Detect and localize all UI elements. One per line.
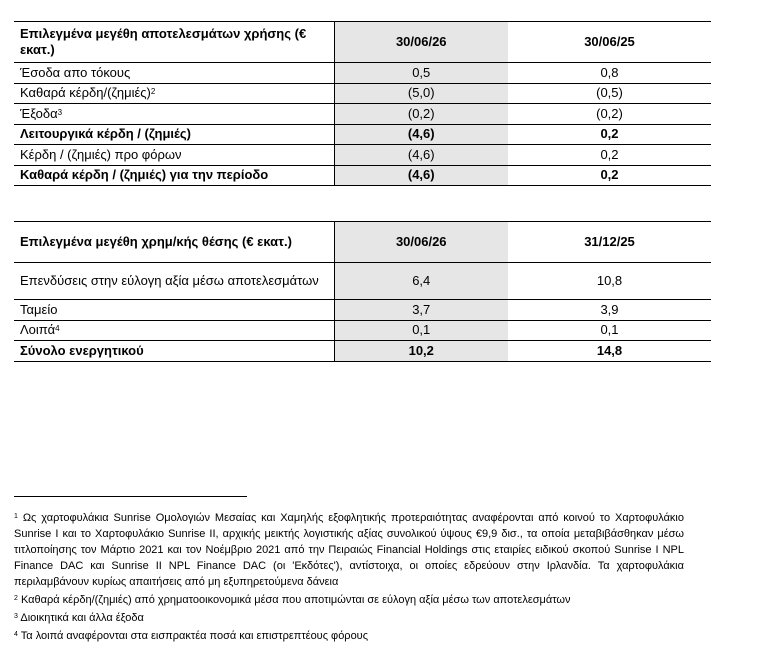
- footnote: [14, 592, 684, 608]
- row-value-1: 6,4: [334, 263, 508, 300]
- row-label: Λοιπά$^4$: [14, 320, 334, 341]
- row-label: Έξοδα$^3$: [14, 104, 334, 125]
- table-row: [14, 83, 711, 104]
- row-value-1: 0,5: [334, 63, 508, 84]
- footnote-ref: 4: [55, 324, 60, 334]
- row-value-1: 3,7: [334, 300, 508, 321]
- row-value-2: 10,8: [508, 263, 711, 300]
- row-label: Λειτουργικά κέρδη / (ζημιές): [14, 124, 334, 145]
- income-table-title: Επιλεγμένα μεγέθη αποτελεσμάτων χρήσης (€ εκατ.): [14, 22, 334, 63]
- row-value-2: 0,1: [508, 320, 711, 341]
- row-label: Κέρδη / (ζημιές) προ φόρων: [14, 145, 334, 166]
- footnote-text: Διοικητικά και άλλα έξοδα: [20, 612, 144, 624]
- table-row: [14, 124, 711, 145]
- row-label: Καθαρά κέρδη/$(\zeta\eta\mu\iota έ\varsigma)^2$: [14, 83, 334, 104]
- footnote-text: Καθαρά κέρδη/(ζημιές) από χρηματοοικονομικά μέσα που αποτιμώνται σε εύλογη αξία μέσω των αποτελεσμάτων: [20, 594, 571, 606]
- row-value-2: 0,2: [508, 124, 711, 145]
- balance-table-header: [14, 222, 711, 263]
- row-value-2: 0,8: [508, 63, 711, 84]
- row-value-2: (0,2): [508, 104, 711, 125]
- table-row: [14, 320, 711, 341]
- row-label: Καθαρά κέρδη / (ζημιές) για την περίοδο: [14, 165, 334, 186]
- footnote-text: Τα λοιπά αναφέρονται στα εισπρακτέα ποσά και επιστρεπτέους φόρους: [20, 630, 369, 642]
- row-value-1: (4,6): [334, 165, 508, 186]
- row-label: Έσοδα απο τόκους: [14, 63, 334, 84]
- row-value-2: (0,5): [508, 83, 711, 104]
- footnote-number: 3: [14, 613, 18, 620]
- table-row: [14, 300, 711, 321]
- row-label: Ταμείο: [14, 300, 334, 321]
- row-label: Σύνολο ενεργητικού: [14, 341, 334, 362]
- footnotes: [14, 510, 684, 646]
- income-table: [14, 21, 711, 186]
- footnote-ref: 2: [150, 87, 156, 97]
- income-table-header: [14, 22, 711, 63]
- row-value-2: 0,2: [508, 145, 711, 166]
- row-value-1: (0,2): [334, 104, 508, 125]
- balance-col-header-2: 31/12/25: [508, 222, 711, 263]
- row-value-1: (4,6): [334, 124, 508, 145]
- table-row: [14, 145, 711, 166]
- footnote-separator: [14, 496, 247, 497]
- footnote: [14, 628, 684, 644]
- table-row: [14, 341, 711, 362]
- footnote-number: 2: [14, 595, 18, 602]
- row-value-2: 0,2: [508, 165, 711, 186]
- row-value-1: (4,6): [334, 145, 508, 166]
- row-label: Επενδύσεις στην εύλογη αξία μέσω αποτελεσμάτων: [14, 263, 334, 300]
- table-row: [14, 63, 711, 84]
- row-value-2: 3,9: [508, 300, 711, 321]
- table-row: [14, 104, 711, 125]
- balance-col-header-1: 30/06/26: [334, 222, 508, 263]
- table-row: [14, 165, 711, 186]
- table-row: [14, 263, 711, 300]
- row-value-1: (5,0): [334, 83, 508, 104]
- row-value-1: 10,2: [334, 341, 508, 362]
- footnote: [14, 610, 684, 626]
- balance-table-title: Επιλεγμένα μεγέθη χρημ/κής θέσης (€ εκατ.): [14, 222, 334, 263]
- row-value-2: 14,8: [508, 341, 711, 362]
- footnote: [14, 510, 684, 590]
- footnote-ref: 3: [57, 107, 63, 117]
- footnote-number: 4: [14, 631, 18, 638]
- footnote-text: Ως χαρτοφυλάκια Sunrise Ομολογιών Μεσαίας και Χαμηλής εξοφλητικής προτεραιότητας αναφέρονται από κοινού το Χαρτοφυλάκιο Sunrise I και το Χαρτοφυλάκιο Sunrise II, αρχικής μεικτής λογιστικής αξίας συνολικού ύψους €9,9 δισ., τα οποία μεταβιβάσθηκαν μέσω τιτλοποίησης τον Μάρτιο 2021 και τον Νοέμβριο 2021 από την Πειραιώς Financial Holdings στις εταιρίες ειδικού σκοπού Sunrise I NPL Finance DAC και Sunrise II NPL Finance DAC (οι 'Εκδότες'), αντίστοιχα, οι οποίες εδρεύουν στην Ιρλανδία. Τα χαρτοφυλάκια περιλαμβάνουν κυρίως απαιτήσεις από μη εξυπηρετούμενα δάνεια: [14, 512, 684, 588]
- balance-table: [14, 221, 711, 362]
- footnote-number: 1: [14, 513, 18, 520]
- income-col-header-1: 30/06/26: [334, 22, 508, 63]
- row-value-1: 0,1: [334, 320, 508, 341]
- income-col-header-2: 30/06/25: [508, 22, 711, 63]
